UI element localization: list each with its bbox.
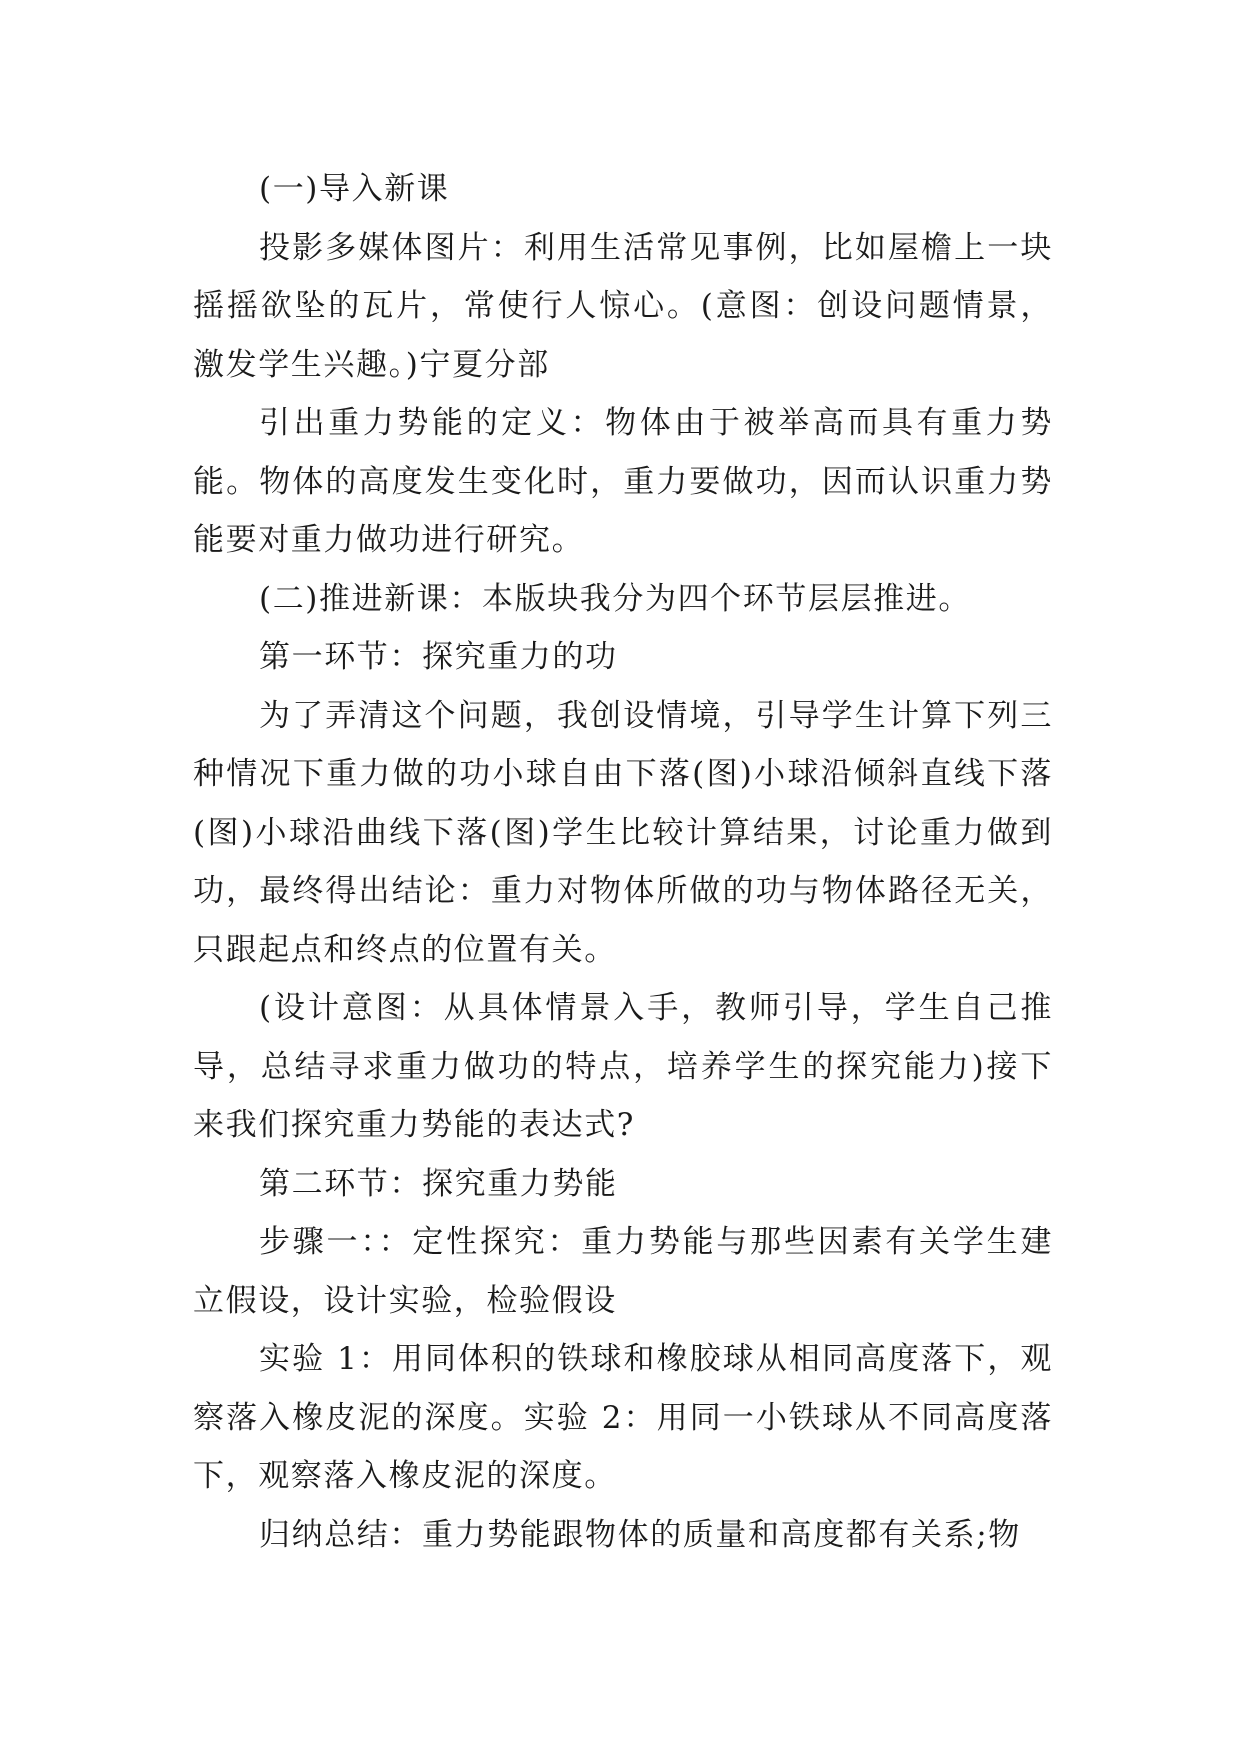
paragraph-step1-heading: 第一环节：探究重力的功: [259, 639, 618, 675]
paragraph-experiments: 实验 1：用同体积的铁球和橡胶球从相同高度落下，观察落入橡皮泥的深度。实验 2：用同一小铁球从不同高度落下，观察落入橡皮泥的深度。: [193, 1341, 1053, 1494]
paragraph-step1-body: 为了弄清这个问题，我创设情境，引导学生计算下列三种情况下重力做的功小球自由下落(图)小球沿倾斜直线下落(图)小球沿曲线下落(图)学生比较计算结果，讨论重力做到功，最终得出结论：重力对物体所做的功与物体路径无关，只跟起点和终点的位置有关。: [193, 697, 1053, 968]
document-body: [193, 160, 1053, 1564]
paragraph-projection: 投影多媒体图片：利用生活常见事例，比如屋檐上一块摇摇欲坠的瓦片，常使行人惊心。(意图：创设问题情景，激发学生兴趣。)宁夏分部: [193, 229, 1053, 383]
paragraph-intro-heading: (一)导入新课: [259, 171, 450, 207]
paragraph-design-intent: (设计意图：从具体情景入手，教师引导，学生自己推导，总结寻求重力做功的特点，培养学生的探究能力)接下来我们探究重力势能的表达式?: [193, 990, 1053, 1143]
paragraph-definition: 引出重力势能的定义：物体由于被举高而具有重力势能。物体的高度发生变化时，重力要做功，因而认识重力势能要对重力做功进行研究。: [193, 405, 1053, 558]
paragraph-advance-heading: (二)推进新课：本版块我分为四个环节层层推进。: [259, 580, 971, 617]
paragraph-summary: 归纳总结：重力势能跟物体的质量和高度都有关系;物: [259, 1516, 1021, 1553]
paragraph-step2-heading: 第二环节：探究重力势能: [259, 1165, 618, 1202]
paragraph-qualitative: 步骤一：：定性探究：重力势能与那些因素有关学生建立假设，设计实验，检验假设: [193, 1224, 1053, 1319]
